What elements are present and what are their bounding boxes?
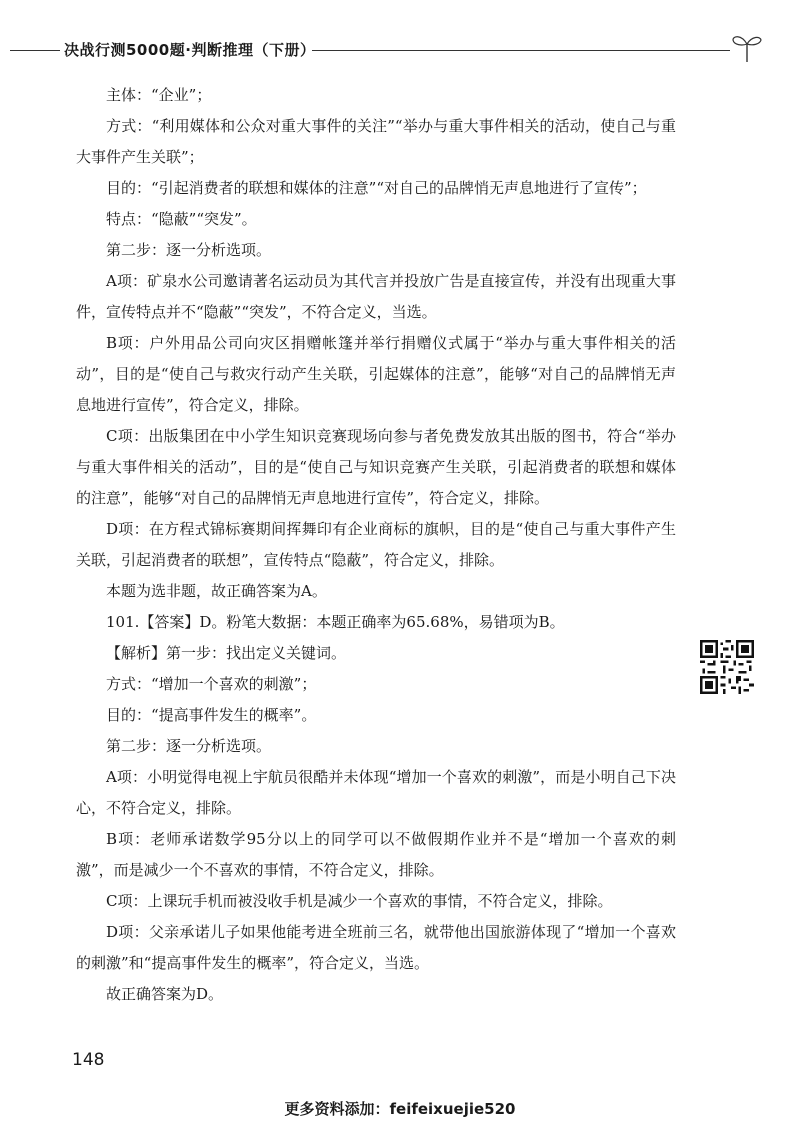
paragraph: 方式：“利用媒体和公众对重大事件的关注”“举办与重大事件相关的活动，使自己与重大事件产生关联”； bbox=[76, 117, 676, 166]
page-number: 148 bbox=[72, 1050, 105, 1070]
paragraph: 故正确答案为D。 bbox=[106, 985, 224, 1003]
paragraph: 101.【答案】D。粉笔大数据：本题正确率为65.68%，易错项为B。 bbox=[106, 613, 565, 631]
paragraph: 方式：“增加一个喜欢的刺激”； bbox=[106, 675, 317, 693]
footer-note: 更多资料添加：feifeixuejie520 bbox=[284, 1100, 516, 1118]
paragraph: A项：矿泉水公司邀请著名运动员为其代言并投放广告是直接宣传，并没有出现重大事件，宣传特点并不“隐蔽”“突发”，不符合定义，当选。 bbox=[76, 272, 676, 321]
running-header bbox=[0, 38, 800, 68]
paragraph: B项：户外用品公司向灾区捐赠帐篷并举行捐赠仪式属于“举办与重大事件相关的活动”，目的是“使自己与救灾行动产生关联，引起媒体的注意”，能够“对自己的品牌悄无声息地进行宣传”，符合定义，排除。 bbox=[76, 334, 676, 414]
body-text bbox=[76, 80, 676, 1010]
paragraph: 【解析】第一步：找出定义关键词。 bbox=[106, 644, 347, 662]
paragraph: D项：父亲承诺儿子如果他能考进全班前三名，就带他出国旅游体现了“增加一个喜欢的刺激”和“提高事件发生的概率”，符合定义，当选。 bbox=[76, 923, 676, 972]
header-rule-right bbox=[312, 50, 730, 51]
paragraph: C项：出版集团在中小学生知识竞赛现场向参与者免费发放其出版的图书，符合“举办与重大事件相关的活动”，目的是“使自己与知识竞赛产生关联，引起消费者的联想和媒体的注意”，能够“对自己的品牌悄无声息地进行宣传”，符合定义，排除。 bbox=[76, 427, 676, 507]
paragraph: A项：小明觉得电视上宇航员很酷并未体现“增加一个喜欢的刺激”，而是小明自己下决心，不符合定义，排除。 bbox=[76, 768, 676, 817]
paragraph: 第二步：逐一分析选项。 bbox=[106, 241, 272, 259]
paragraph: 第二步：逐一分析选项。 bbox=[106, 737, 272, 755]
paragraph: 目的：“引起消费者的联想和媒体的注意”“对自己的品牌悄无声息地进行了宣传”； bbox=[106, 179, 647, 197]
paragraph: 目的：“提高事件发生的概率”。 bbox=[106, 706, 317, 724]
paragraph: D项：在方程式锦标赛期间挥舞印有企业商标的旗帜，目的是“使自己与重大事件产生关联，引起消费者的联想”，宣传特点“隐蔽”，符合定义，排除。 bbox=[76, 520, 676, 569]
paragraph: 主体：“企业”； bbox=[106, 86, 212, 104]
paragraph: 特点：“隐蔽”“突发”。 bbox=[106, 210, 257, 228]
paragraph: 本题为选非题，故正确答案为A。 bbox=[106, 582, 327, 600]
header-rule-left bbox=[10, 50, 60, 51]
book-title: 决战行测5000题·判断推理（下册） bbox=[64, 41, 316, 59]
sprout-icon bbox=[730, 30, 764, 64]
qr-code[interactable] bbox=[700, 640, 754, 694]
paragraph: C项：上课玩手机而被没收手机是减少一个喜欢的事情，不符合定义，排除。 bbox=[106, 892, 613, 910]
paragraph: B项：老师承诺数学95分以上的同学可以不做假期作业并不是“增加一个喜欢的刺激”，而是减少一个不喜欢的事情，不符合定义，排除。 bbox=[76, 830, 676, 879]
